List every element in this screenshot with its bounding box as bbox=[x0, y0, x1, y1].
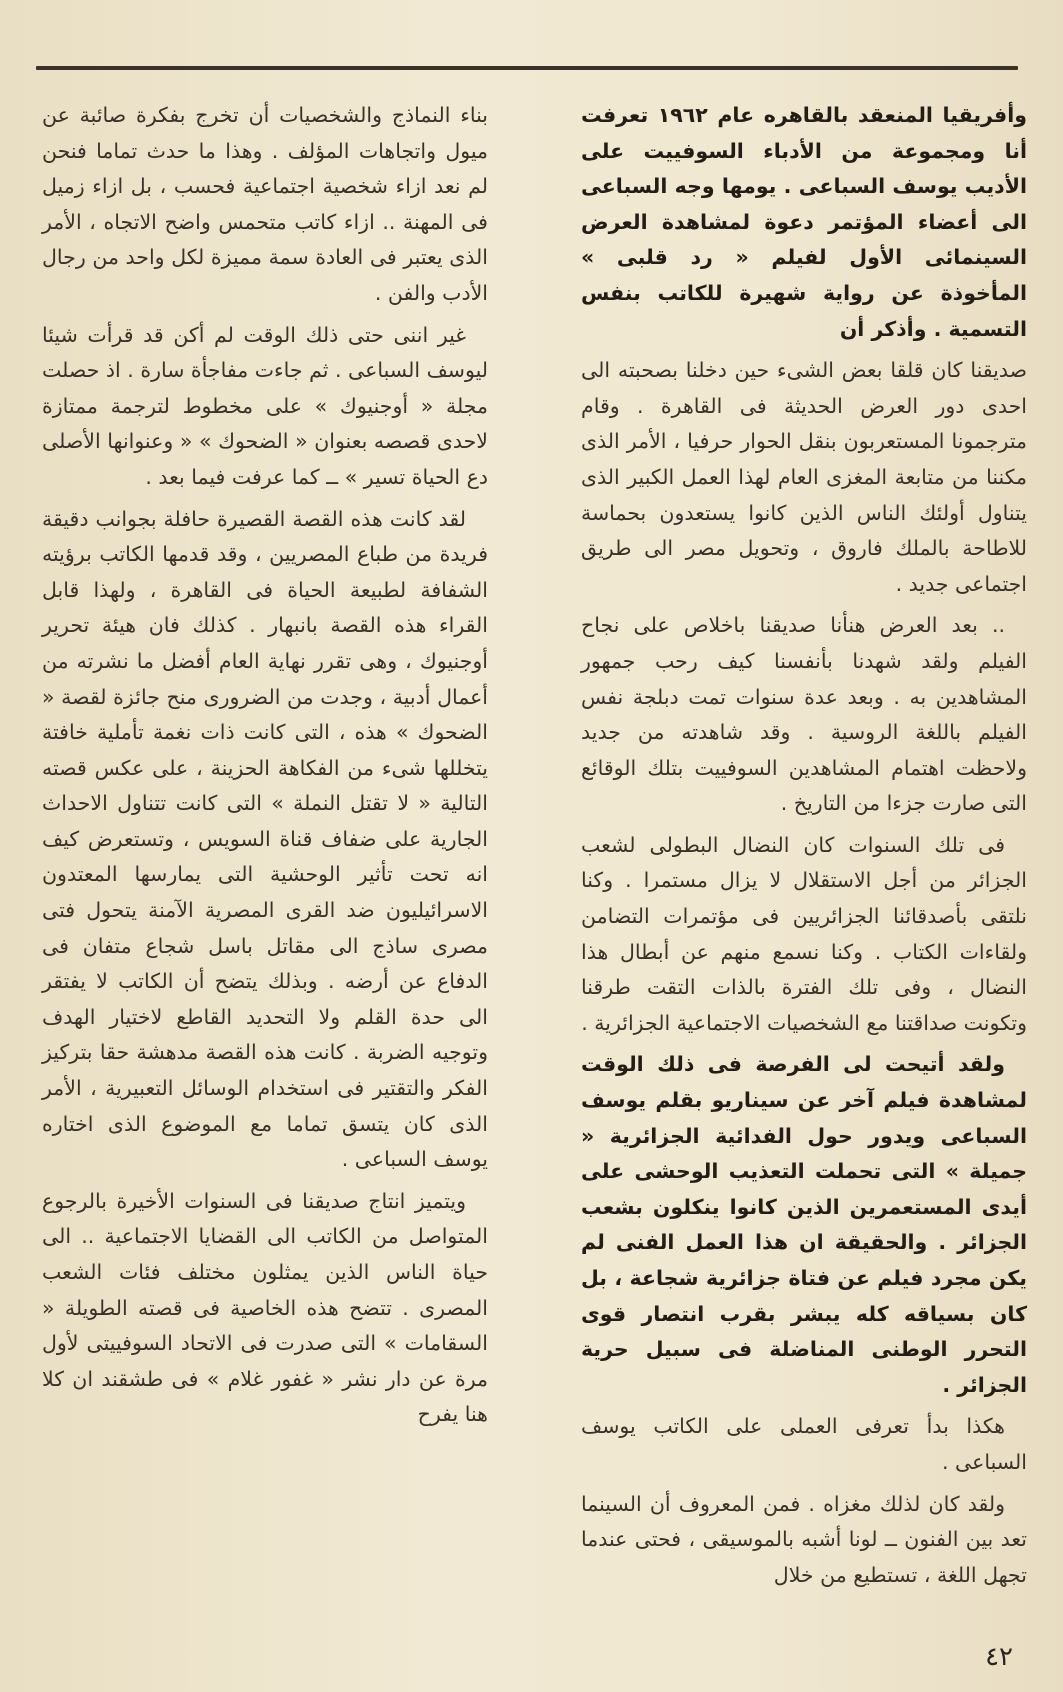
paragraph: وأفريقيا المنعقد بالقاهره عام ١٩٦٢ تعرفت أنا ومجموعة من الأدباء السوفييت على الأديب يوسف السباعى . يومها وجه السباعى الى أعضاء المؤتمر دعوة لمشاهدة العرض السينمائى الأول لفيلم « رد قلبى » المأخوذة عن رواية شهيرة للكاتب بنفس التسمية . وأذكر أن bbox=[581, 103, 1027, 341]
paragraph: لقد كانت هذه القصة القصيرة حافلة بجوانب دقيقة فريدة من طباع المصريين ، وقد قدمها الكاتب برؤيته الشفافة لطبيعة الحياة فى القاهرة ، ولهذا قابل القراء هذه القصة بانبهار . كذلك فان هيئة تحرير أوجنيوك ، وهى تقرر نهاية العام أفضل ما نشرته من أعمال أدبية ، وجدت من الضرورى منح جائزة لقصة « الضحوك » هذه ، التى كانت ذات نغمة تأملية خافتة يتخللها شىء من الفكاهة الحزينة ، على عكس قصته التالية « لا تقتل النملة » التى كانت تتناول الاحداث الجارية على ضفاف قناة السويس ، وتستعرض كيف انه تحت تأثير الوحشية التى يمارسها المعتدون الاسرائيليون ضد القرى المصرية الآمنة يتحول فتى مصرى ساذج الى مقاتل باسل شجاع متفان فى الدفاع عن أرضه . وبذلك يتضح أن الكاتب لا يفتقر الى حدة القلم ولا التحديد القاطع لاختيار الهدف وتوجيه الضربة . كانت هذه القصة مدهشة حقا بتركيز الفكر والتقتير فى استخدام الوسائل التعبيرية ، الأمر الذى كان يتسق تماما مع الموضوع الذى اختاره يوسف السباعى . bbox=[42, 506, 488, 1172]
right-column bbox=[581, 98, 1027, 1599]
paragraph: ولقد كان لذلك مغزاه . فمن المعروف أن السينما تعد بين الفنون ــ لونا أشبه بالموسيقى ، فحتى عندما تجهل اللغة ، تستطيع من خلال bbox=[581, 1491, 1027, 1587]
header-rule bbox=[36, 66, 1018, 70]
paragraph: فى تلك السنوات كان النضال البطولى لشعب الجزائر من أجل الاستقلال لا يزال مستمرا . وكنا نلتقى بأصدقائنا الجزائريين فى مؤتمرات التضامن ولقاءات الكتاب . وكنا نسمع منهم عن أبطال هذا النضال ، وفى تلك الفترة بالذات التقت طرقنا وتكونت صداقتنا مع الشخصيات الاجتماعية الجزائرية . bbox=[581, 832, 1027, 1035]
paragraph: غير اننى حتى ذلك الوقت لم أكن قد قرأت شيئا ليوسف السباعى . ثم جاءت مفاجأة سارة . اذ حصلت مجلة « أوجنيوك » على مخطوط لترجمة ممتازة لاحدى قصصه بعنوان « الضحوك » « وعنوانها الأصلى دع الحياة تسير » ــ كما عرفت فيما بعد . bbox=[42, 322, 488, 489]
paragraph: ولقد أتيحت لى الفرصة فى ذلك الوقت لمشاهدة فيلم آخر عن سيناريو بقلم يوسف السباعى ويدور حول الفدائية الجزائرية « جميلة » التى تحملت التعذيب الوحشى على أيدى المستعمرين الذين كانوا ينكلون بشعب الجزائر . والحقيقة ان هذا العمل الفنى لم يكن مجرد فيلم عن فتاة جزائرية شجاعة ، بل كان بسياقه كله يبشر بقرب انتصار قوى التحرر الوطنى المناضلة فى سبيل حرية الجزائر . bbox=[581, 1052, 1027, 1397]
left-column bbox=[42, 98, 488, 1439]
paragraph: هكذا بدأ تعرفى العملى على الكاتب يوسف السباعى . bbox=[581, 1414, 1027, 1474]
paragraph: بناء النماذج والشخصيات أن تخرج بفكرة صائبة عن ميول واتجاهات المؤلف . وهذا ما حدث تماما فنحن لم نعد ازاء شخصية اجتماعية فحسب ، بل ازاء زميل فى المهنة .. ازاء كاتب متحمس واضح الاتجاه ، الأمر الذى يعتبر فى العادة سمة مميزة لكل واحد من رجال الأدب والفن . bbox=[42, 103, 488, 305]
paragraph: .. بعد العرض هنأنا صديقنا باخلاص على نجاح الفيلم ولقد شهدنا بأنفسنا كيف رحب جمهور المشاهدين به . وبعد عدة سنوات تمت دبلجة نفس الفيلم باللغة الروسية . وقد شاهدته من جديد ولاحظت اهتمام المشاهدين السوفييت بتلك الوقائع التى صارت جزءا من التاريخ . bbox=[581, 613, 1027, 816]
paragraph: صديقنا كان قلقا بعض الشىء حين دخلنا بصحبته الى احدى دور العرض الحديثة فى القاهرة . وقام مترجمونا المستعربون بنقل الحوار حرفيا ، الأمر الذى مكننا من متابعة المغزى العام لهذا العمل الكبير الذى يتناول أولئك الناس الذين كانوا يستعدون بحماسة للاطاحة بالملك فاروق ، وتحويل مصر الى طريق اجتماعى جديد . bbox=[581, 358, 1027, 596]
paragraph: ويتميز انتاج صديقنا فى السنوات الأخيرة بالرجوع المتواصل من الكاتب الى القضايا الاجتماعية .. الى حياة الناس الذين يمثلون مختلف فئات الشعب المصرى . تتضح هذه الخاصية فى قصته الطويلة « السقامات » التى صدرت فى الاتحاد السوفييتى لأول مرة عن دار نشر « غفور غلام » فى طشقند ان كلا هنا يفرح bbox=[42, 1188, 488, 1427]
page-number: ٤٢ bbox=[985, 1642, 1013, 1672]
